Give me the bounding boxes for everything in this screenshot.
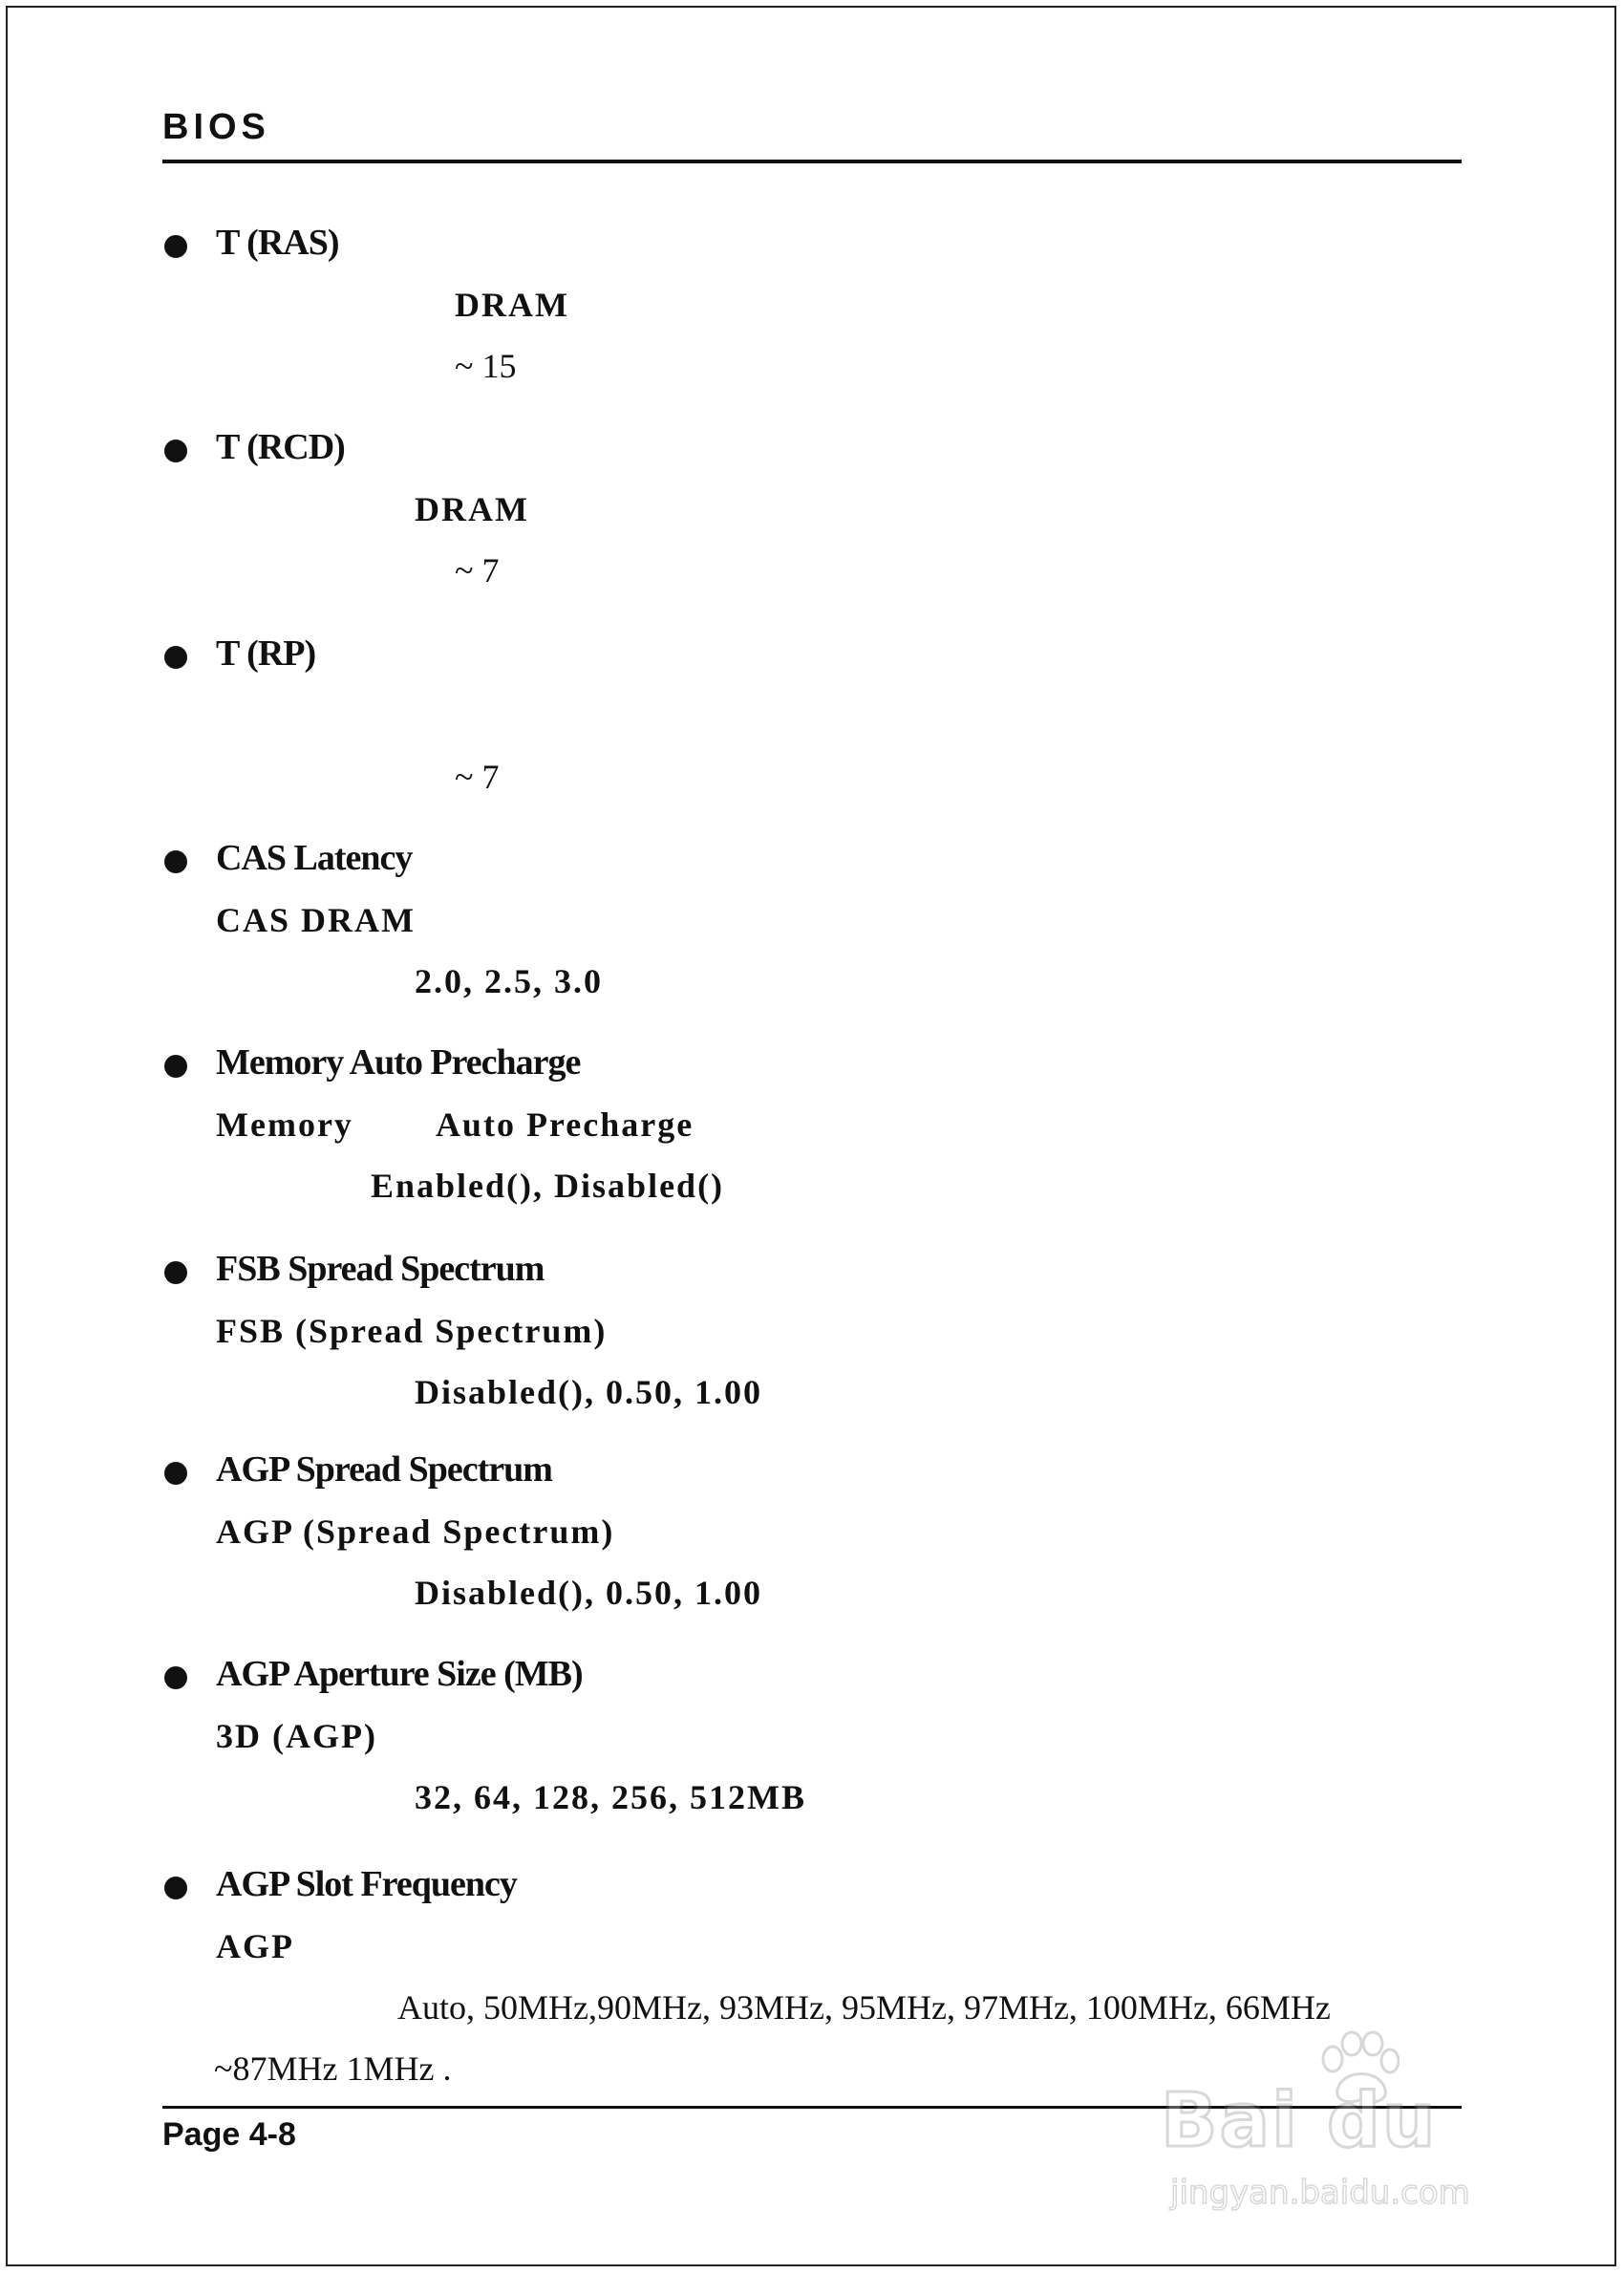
setting-options <box>216 961 603 1001</box>
setting-options <box>216 346 516 386</box>
setting-description <box>216 1105 694 1145</box>
setting-title: FSB Spread Spectrum <box>216 1249 545 1289</box>
description-text: AGP (Spread Spectrum) <box>216 1512 615 1551</box>
options-text: Auto, 50MHz,90MHz, 93MHz, 95MHz, 97MHz, 100MHz, 66MHz <box>397 1988 1331 2027</box>
setting-title: T (RP) <box>216 633 316 674</box>
bullet-icon <box>164 1261 187 1284</box>
setting-options-continued <box>214 2049 451 2089</box>
page-number: Page 4-8 <box>162 2116 296 2153</box>
setting-options <box>216 1372 762 1412</box>
description-text: 3D (AGP) <box>216 1717 377 1755</box>
setting-description <box>216 1926 294 1966</box>
setting-options <box>216 550 499 590</box>
page-header-title: BIOS <box>162 107 270 147</box>
setting-options <box>216 1777 806 1817</box>
bullet-icon <box>164 1462 187 1485</box>
bullet-icon <box>164 1666 187 1689</box>
setting-options <box>216 1573 762 1613</box>
setting-description <box>216 285 569 325</box>
options-text-continued: ~87MHz 1MHz . <box>214 2049 452 2088</box>
setting-description <box>216 489 529 529</box>
setting-description <box>216 1512 614 1552</box>
bullet-icon <box>164 440 187 462</box>
setting-options <box>216 1987 1331 2027</box>
setting-title: T (RAS) <box>216 223 339 263</box>
description-text: CAS DRAM <box>216 901 416 939</box>
options-text: 32, 64, 128, 256, 512MB <box>415 1778 806 1816</box>
watermark-brand: Bai du <box>1161 2078 1438 2164</box>
setting-title: T (RCD) <box>216 427 345 467</box>
setting-title: Memory Auto Precharge <box>216 1042 581 1083</box>
setting-description <box>216 900 416 940</box>
options-text: ~ 15 <box>455 347 517 385</box>
bullet-icon <box>164 235 187 258</box>
options-text: 2.0, 2.5, 3.0 <box>415 962 603 1000</box>
description-text: DRAM <box>455 286 569 324</box>
bullet-icon <box>164 646 187 669</box>
options-text: ~ 7 <box>455 758 500 796</box>
setting-title: AGP Slot Frequency <box>216 1864 517 1904</box>
description-text: Memory Auto Precharge <box>216 1105 694 1144</box>
description-text: FSB (Spread Spectrum) <box>216 1312 608 1350</box>
options-text: Enabled(), Disabled() <box>371 1167 725 1205</box>
setting-description <box>216 1716 377 1756</box>
bullet-icon <box>164 1055 187 1078</box>
bullet-icon <box>164 850 187 873</box>
options-text: Disabled(), 0.50, 1.00 <box>415 1574 763 1612</box>
options-text: ~ 7 <box>455 551 500 590</box>
setting-title: AGP Aperture Size (MB) <box>216 1654 583 1694</box>
setting-options <box>216 1166 724 1206</box>
watermark-url: jingyan.baidu.com <box>1170 2174 1470 2212</box>
description-text: DRAM <box>415 490 529 528</box>
description-text: AGP <box>216 1927 294 1965</box>
bullet-icon <box>164 1877 187 1899</box>
setting-title: AGP Spread Spectrum <box>216 1449 552 1490</box>
setting-options <box>216 757 499 797</box>
setting-title: CAS Latency <box>216 838 413 878</box>
options-text: Disabled(), 0.50, 1.00 <box>415 1373 763 1411</box>
watermark <box>1151 2030 1533 2221</box>
setting-description <box>216 1311 607 1351</box>
